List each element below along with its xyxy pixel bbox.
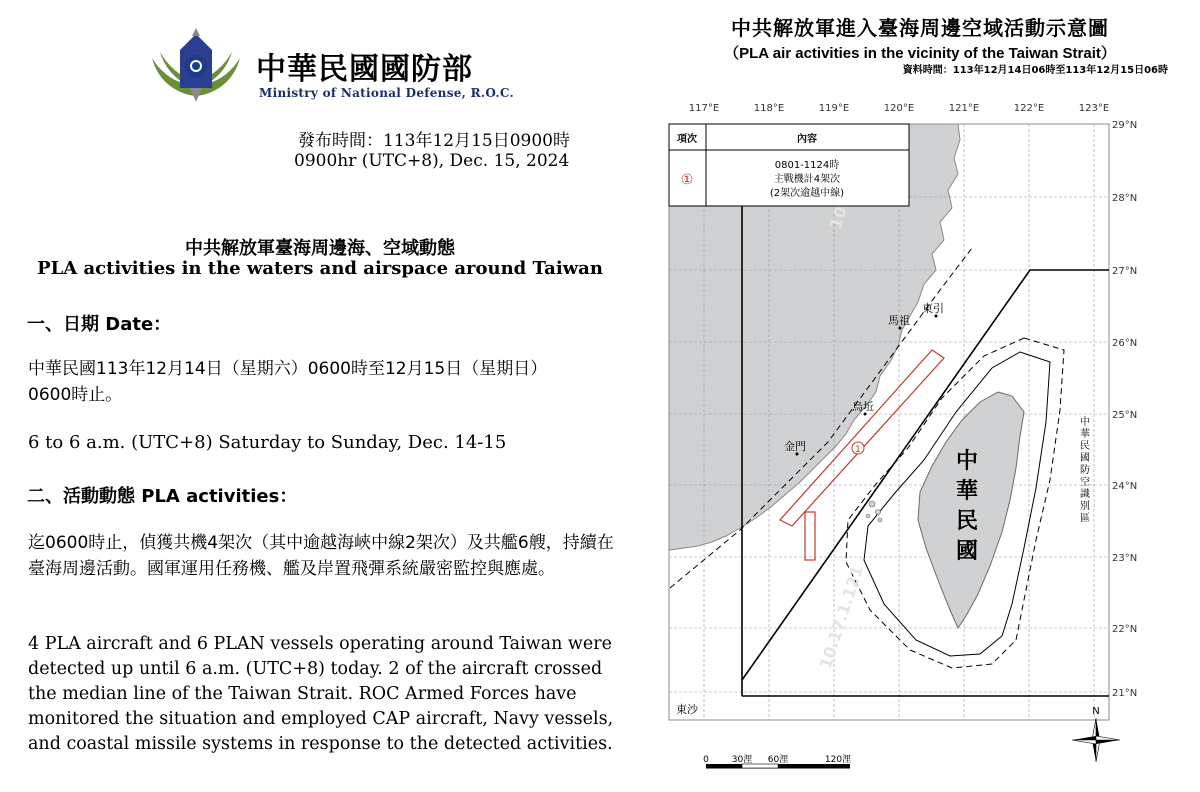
- wuqiu-dot: [864, 413, 867, 416]
- report-title-en: PLA activities in the waters and airspace around Taiwan: [37, 258, 603, 279]
- date-text-zh: 中華民國113年12月14日（星期六）0600時至12月15日（星期日）0600時止。: [28, 359, 548, 405]
- release-time-en: 0900hr (UTC+8), Dec. 15, 2024: [294, 151, 570, 171]
- lat-label-21: 21°N: [1112, 688, 1138, 699]
- lon-label-117: 117°E: [688, 103, 720, 114]
- lat-label-29: 29°N: [1112, 120, 1138, 131]
- legend-table: [669, 124, 909, 206]
- lat-label-25: 25°N: [1112, 410, 1138, 421]
- lat-label-28: 28°N: [1112, 193, 1138, 204]
- taiwan-label-4: 國: [955, 539, 979, 564]
- matsu-dot: [899, 327, 902, 330]
- scale-bar: [703, 754, 851, 768]
- lon-label-120: 120°E: [883, 103, 915, 114]
- legend-row-detail2: (2架次逾越中線): [769, 188, 845, 199]
- adiz-label-2: 華: [1080, 429, 1090, 440]
- lat-label-26: 26°N: [1112, 338, 1138, 349]
- report-title-zh: 中共解放軍臺海周邊海、空域動態: [185, 238, 455, 259]
- activity-map: [640, 80, 1185, 792]
- activity-text-zh: 迄0600時止，偵獲共機4架次（其中逾越海峽中線2架次）及共艦6艘，持續在臺海周邊活動。國軍運用任務機、艦及岸置飛彈系統嚴密監控與應處。: [28, 533, 614, 579]
- legend-row-item: ①: [680, 172, 694, 188]
- scale-label-120: 120浬: [824, 755, 852, 765]
- section-date-heading: 一、日期 Date：: [27, 314, 172, 335]
- ministry-name-zh: 中華民國國防部: [256, 52, 473, 87]
- section-activities-heading: 二、活動動態 PLA activities：: [27, 486, 298, 507]
- place-matsu: 馬祖: [888, 314, 910, 327]
- adiz-label-5: 防: [1080, 465, 1090, 476]
- scale-label-30: 30浬: [731, 755, 753, 765]
- activity-marker-label: 1: [855, 445, 861, 455]
- kinmen-dot: [796, 453, 799, 456]
- taiwan-label-1: 中: [955, 449, 979, 474]
- lon-label-123: 123°E: [1078, 103, 1110, 114]
- lat-label-23: 23°N: [1112, 553, 1138, 564]
- adiz-label-7: 識: [1080, 489, 1090, 500]
- lon-label-119: 119°E: [818, 103, 850, 114]
- place-dongyin: 東引: [922, 302, 944, 315]
- dongyin-dot: [935, 315, 938, 318]
- mnd-emblem-logo: [146, 26, 246, 106]
- svg-text:N: N: [1092, 706, 1100, 717]
- adiz-label-8: 別: [1080, 501, 1090, 512]
- place-kinmen: 金門: [784, 440, 806, 453]
- scale-label-60: 60浬: [767, 755, 789, 765]
- taiwan-label-2: 華: [955, 479, 979, 504]
- lon-label-118: 118°E: [753, 103, 785, 114]
- adiz-label-6: 空: [1080, 477, 1090, 488]
- release-time-zh: 發布時間：113年12月15日0900時: [298, 131, 570, 151]
- watermark-bottom: 10.17.1.121: [815, 563, 867, 672]
- lat-label-24: 24°N: [1112, 481, 1138, 492]
- map-title-en: （PLA air activities in the vicinity of the Taiwan Strait）: [724, 45, 1116, 62]
- adiz-label-3: 民: [1080, 441, 1090, 452]
- lon-label-121: 121°E: [948, 103, 980, 114]
- legend-row-detail1: 主戰機計4架次: [773, 174, 841, 185]
- map-source-time: 資料時間：113年12月14日06時至113年12月15日06時: [902, 65, 1168, 76]
- legend-col-content: 內容: [797, 134, 817, 145]
- adiz-label-1: 中: [1080, 417, 1090, 428]
- place-wuqiu: 烏坵: [852, 400, 874, 413]
- scale-label-0: 0: [703, 755, 709, 765]
- activity-text-en: 4 PLA aircraft and 6 PLAN vessels operating around Taiwan were detected up until 6 a.m. (UTC+8) today. 2 of the aircraft crossed the median line of the Taiwan Strait. ROC Armed Forces have monitored the situation and employed CAP aircraft, Navy vessels, and coastal missile systems in response to the detected activities.: [28, 634, 614, 754]
- adiz-label-4: 國: [1080, 453, 1090, 464]
- taiwan-label-3: 民: [955, 509, 979, 534]
- map-title-zh: 中共解放軍進入臺海周邊空域活動示意圖: [731, 16, 1109, 40]
- place-dongsha: 東沙: [676, 703, 698, 716]
- adiz-label-9: 區: [1080, 513, 1090, 524]
- legend-row-time: 0801-1124時: [774, 160, 840, 171]
- ministry-name-en: Ministry of National Defense, R.O.C.: [259, 86, 515, 100]
- date-text-en: 6 to 6 a.m. (UTC+8) Saturday to Sunday, Dec. 14-15: [28, 432, 507, 453]
- lon-label-122: 122°E: [1013, 103, 1045, 114]
- legend-col-item: 項次: [677, 134, 697, 145]
- lat-label-22: 22°N: [1112, 624, 1138, 635]
- lat-label-27: 27°N: [1112, 266, 1138, 277]
